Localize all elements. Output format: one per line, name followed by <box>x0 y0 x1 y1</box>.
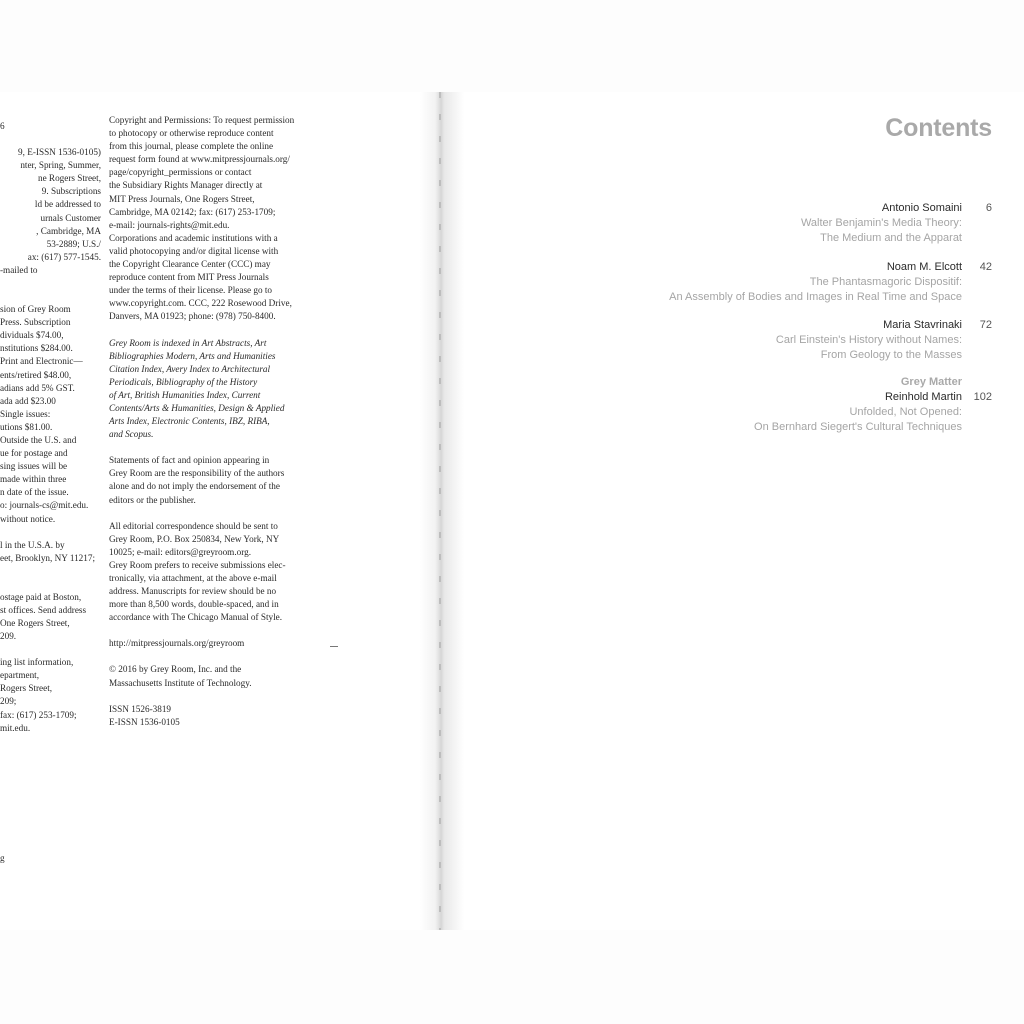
binding-stitch <box>439 92 441 930</box>
text-line: more than 8,500 words, double-spaced, and in <box>109 599 279 610</box>
text-line: n date of the issue. <box>0 487 69 498</box>
text-line: page/copyright_permissions or contact <box>109 167 252 178</box>
article-title-line: The Phantasmagoric Dispositif: <box>809 276 962 288</box>
footer-fragment: g <box>0 853 5 863</box>
text-line: epartment, <box>0 670 40 681</box>
text-line: Rogers Street, <box>0 683 53 694</box>
entry-author <box>452 318 992 333</box>
correspondence-paragraph <box>109 520 324 625</box>
entry-author <box>452 201 992 216</box>
text-line: fax: (617) 253-1709; <box>0 709 77 720</box>
book-spread <box>0 92 1024 930</box>
text-line: -mailed to <box>0 264 38 275</box>
author-name: Noam M. Elcott <box>886 261 962 273</box>
article-title-line: Carl Einstein's History without Names: <box>775 334 962 346</box>
article-title-line: An Assembly of Bodies and Images in Real Time and Space <box>669 291 962 303</box>
left-page <box>0 92 420 930</box>
text-line: ue for postage and <box>0 448 68 459</box>
text-line: Danvers, MA 01923; phone: (978) 750-8400. <box>109 311 276 322</box>
text-line: Grey Room are the responsibility of the authors <box>109 468 285 479</box>
author-name: Reinhold Martin <box>884 391 962 403</box>
text-line: valid photocopying and/or digital license with <box>109 245 279 256</box>
article-title-line: From Geology to the Masses <box>820 349 962 361</box>
text-line: Single issues: <box>0 408 51 419</box>
text-line: ld be addressed to <box>34 199 101 210</box>
text-line: Cambridge, MA 02142; fax: (617) 253-1709; <box>109 206 276 217</box>
text-line: ax: (617) 577-1545. <box>27 251 101 262</box>
article-title-line: Unfolded, Not Opened: <box>849 406 962 418</box>
right-page <box>464 92 1024 930</box>
text-line: 209; <box>0 696 17 707</box>
text-line: 53-2889; U.S./ <box>46 238 101 249</box>
text-line: Outside the U.S. and <box>0 434 77 445</box>
text-line: nter, Spring, Summer, <box>20 160 101 171</box>
text-line: the Subsidiary Rights Manager directly at <box>109 180 263 191</box>
text-line: dividuals $74.00, <box>0 330 64 341</box>
text-line: Corporations and academic institutions with a <box>109 232 278 243</box>
text-line: of Art, British Humanities Index, Current <box>109 389 261 400</box>
text-line: sion of Grey Room <box>0 304 71 315</box>
contents-title: Contents <box>885 114 992 142</box>
text-line: Citation Index, Avery Index to Architectural <box>109 363 271 374</box>
text-line: urnals Customer <box>40 212 101 223</box>
copyright-notice <box>109 663 324 689</box>
issn-block <box>109 703 324 729</box>
text-line: ISSN 1526-3819 <box>109 703 172 714</box>
text-line: alone and do not imply the endorsement of the <box>109 481 280 492</box>
text-line: without notice. <box>0 513 56 524</box>
text-line: Periodicals, Bibliography of the History <box>109 376 258 387</box>
text-line: eet, Brooklyn, NY 11217; <box>0 552 96 563</box>
text-line: 6 <box>0 121 5 131</box>
toc-entry <box>452 318 992 363</box>
text-line: Bibliographies Modern, Arts and Humanities <box>109 350 276 361</box>
text-line: Grey Room prefers to receive submissions elec- <box>109 559 286 570</box>
subscription-info-column <box>0 120 101 735</box>
page-number: 72 <box>979 319 992 331</box>
text-line: Grey Room, P.O. Box 250834, New York, NY <box>109 533 280 544</box>
text-line: Print and Electronic— <box>0 356 83 367</box>
text-line: from this journal, please complete the online <box>109 141 274 152</box>
text-line: editors or the publisher. <box>109 494 196 505</box>
article-title-line: Walter Benjamin's Media Theory: <box>800 217 962 229</box>
entry-author <box>452 260 992 275</box>
text-line: Grey Room is indexed in Art Abstracts, Art <box>109 337 267 348</box>
rights-info-column <box>109 114 324 742</box>
author-name: Antonio Somaini <box>881 202 962 214</box>
text-line: Copyright and Permissions: To request permission <box>109 115 295 125</box>
text-line: © 2016 by Grey Room, Inc. and the <box>109 664 242 675</box>
url-text: http://mitpressjournals.org/greyroom <box>109 638 245 649</box>
text-line: utions $81.00. <box>0 421 53 432</box>
text-line: ne Rogers Street, <box>37 173 101 184</box>
text-line: under the terms of their license. Please go to <box>109 285 273 296</box>
text-line: st offices. Send address <box>0 604 87 615</box>
text-line: E-ISSN 1536-0105 <box>109 716 180 727</box>
text-line: and Scopus. <box>109 429 154 440</box>
text-line: ada add $23.00 <box>0 395 56 406</box>
text-line: tronically, via attachment, at the above e-mail <box>109 573 277 583</box>
text-line: the Copyright Clearance Center (CCC) may <box>109 259 271 270</box>
text-line: mit.edu. <box>0 722 31 733</box>
statements-paragraph <box>109 454 324 506</box>
article-title-line: The Medium and the Apparat <box>820 232 962 244</box>
journal-url <box>109 637 324 650</box>
toc-entry <box>452 375 992 435</box>
text-line: One Rogers Street, <box>0 618 70 628</box>
text-line: o: journals-cs@mit.edu. <box>0 500 89 511</box>
text-line: accordance with The Chicago Manual of Style. <box>109 612 283 623</box>
text-line: MIT Press Journals, One Rogers Street, <box>109 193 255 204</box>
text-line: Contents/Arts & Humanities, Design & Applied <box>109 402 285 413</box>
text-line: 9. Subscriptions <box>41 186 101 197</box>
section-label: Grey Matter <box>900 376 962 388</box>
text-line: request form found at www.mitpressjournals.org/ <box>109 154 290 165</box>
page-number: 42 <box>979 261 992 273</box>
entry-author <box>452 390 992 405</box>
text-line: ostage paid at Boston, <box>0 591 82 602</box>
text-line: All editorial correspondence should be sent to <box>109 520 278 531</box>
toc-entry <box>452 260 992 305</box>
text-line: adians add 5% GST. <box>0 382 75 393</box>
text-line: to photocopy or otherwise reproduce content <box>109 128 274 139</box>
text-line: address. Manuscripts for review should be no <box>109 586 277 597</box>
text-line: e-mail: journals-rights@mit.edu. <box>109 219 230 230</box>
text-line: nstitutions $284.00. <box>0 343 73 354</box>
text-line: 209. <box>0 631 17 642</box>
text-line: made within three <box>0 474 67 485</box>
text-line: www.copyright.com. CCC, 222 Rosewood Drive, <box>109 298 292 309</box>
copyright-permissions-paragraph <box>109 114 324 324</box>
text-line: , Cambridge, MA <box>36 225 101 236</box>
text-line: reproduce content from MIT Press Journals <box>109 272 269 283</box>
author-name: Maria Stavrinaki <box>883 319 962 331</box>
page-number: 6 <box>985 202 992 214</box>
text-line: ing list information, <box>0 657 74 668</box>
text-line: sing issues will be <box>0 461 68 472</box>
margin-mark <box>330 646 338 647</box>
indexing-paragraph <box>109 337 324 442</box>
article-title-line: On Bernhard Siegert's Cultural Techniques <box>754 421 962 433</box>
text-line: l in the U.S.A. by <box>0 539 65 550</box>
text-line: 9, E-ISSN 1536-0105) <box>18 147 101 158</box>
toc-entry <box>452 201 992 246</box>
page-number: 102 <box>973 391 992 403</box>
text-line: Massachusetts Institute of Technology. <box>109 677 252 688</box>
text-line: Statements of fact and opinion appearing in <box>109 455 270 466</box>
text-line: ents/retired $48.00, <box>0 369 72 380</box>
text-line: Press. Subscription <box>0 317 71 328</box>
text-line: Arts Index, Electronic Contents, IBZ, RIBA, <box>109 416 270 427</box>
text-line: 10025; e-mail: editors@greyroom.org. <box>109 546 251 557</box>
